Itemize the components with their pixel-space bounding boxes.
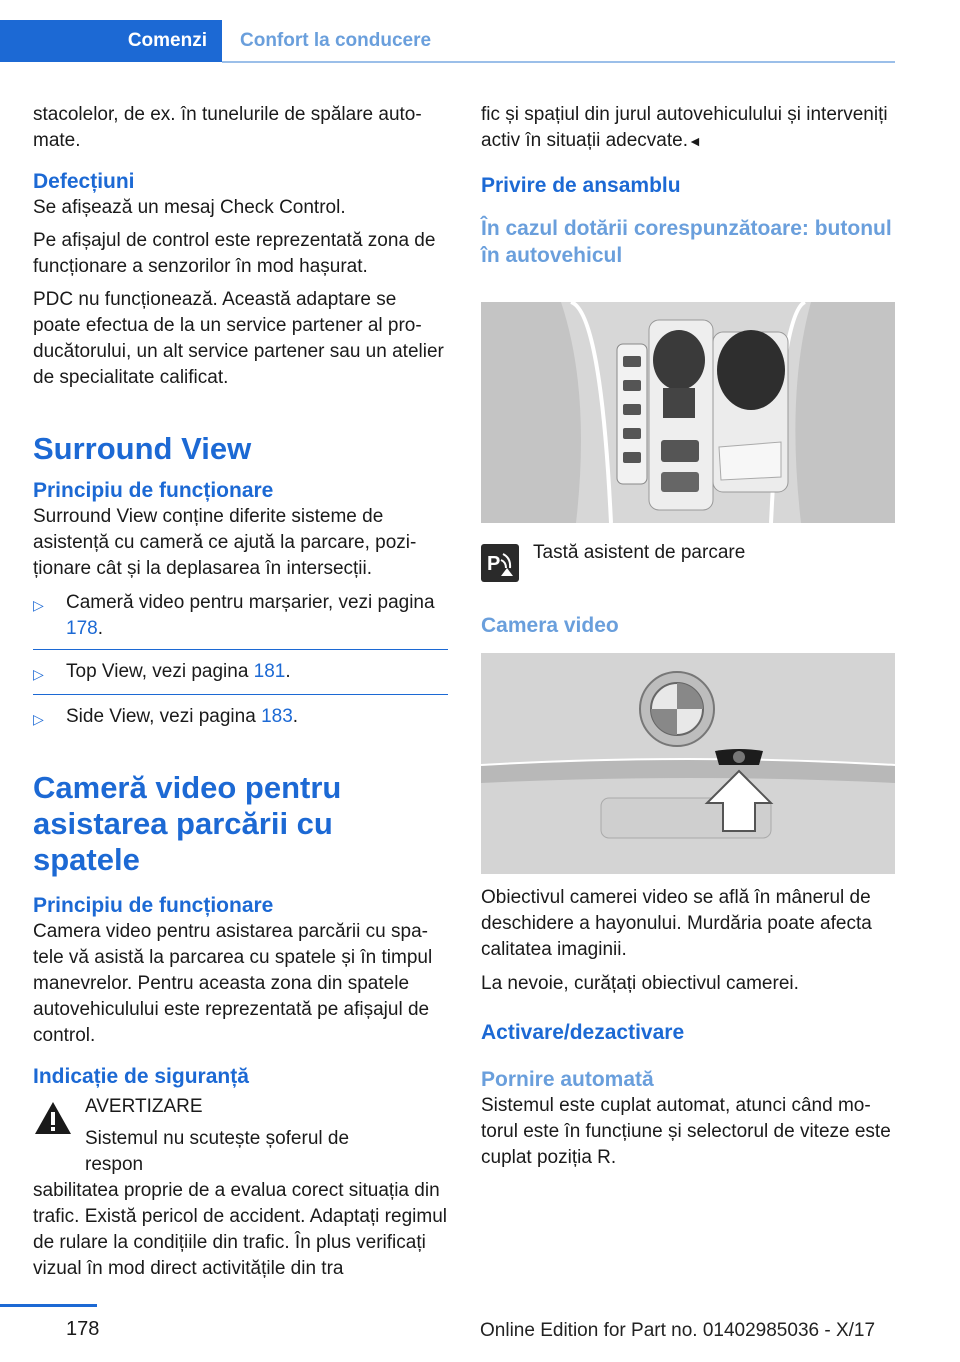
defects-heading: Defecțiuni: [33, 170, 135, 193]
warning-label: AVERTIZARE: [85, 1096, 203, 1117]
header-rule: [222, 61, 895, 63]
continued-sentence: fic și spațiul din jurul autovehiculului și interveniți activ în situații adecvate.: [481, 104, 888, 151]
triangle-bullet-icon: ▷: [33, 711, 44, 727]
page-link-181[interactable]: 181: [253, 661, 286, 682]
overview-heading: Privire de ansamblu: [481, 174, 681, 197]
svg-text:P: P: [487, 553, 501, 575]
triangle-bullet-icon: ▷: [33, 666, 44, 682]
right-column: [481, 102, 895, 269]
bullet-text: Top View, vezi pagina: [66, 661, 254, 682]
footer-rule: [0, 1304, 97, 1307]
defects-p1: Se afișează un mesaj Check Control.: [33, 197, 346, 218]
park-assist-row: [481, 543, 895, 583]
defects-p2: Pe afișajul de control este reprezentată zona de funcționare a senzorilor în mod hașurat.: [33, 230, 436, 277]
tab-comenzi[interactable]: Comenzi: [0, 20, 222, 62]
activation-heading: Activare/dezactivare: [481, 1021, 685, 1044]
end-mark-icon: ◄: [688, 133, 702, 149]
surround-bullet-list: [33, 590, 448, 732]
bullet-text: Cameră video pentru marșarier, vezi pagina: [66, 592, 435, 613]
page-link-178[interactable]: 178: [66, 618, 98, 639]
bullet-end: .: [97, 618, 103, 639]
bullet-text: Side View, vezi pagina: [66, 706, 262, 727]
console-photo: [481, 302, 895, 523]
rear-principle-heading: Principiu de funcționare: [33, 894, 274, 917]
list-separator: [33, 694, 448, 695]
list-separator: [33, 649, 448, 650]
surround-principle-text: Surround View conține diferite sisteme de asistență cu cameră ce ajută la parcare, poziționare cât și la deplasarea în intersecții.: [33, 506, 417, 579]
list-item: [33, 704, 448, 732]
camera-clean-text: La nevoie, curățați obiectivul camerei.: [481, 973, 799, 994]
edition-text: Online Edition for Part no. 01402985036 - X/17: [480, 1320, 876, 1341]
park-assist-label: Tastă asistent de parcare: [533, 542, 746, 563]
camera-photo: [481, 653, 895, 874]
list-item: [33, 590, 448, 642]
auto-start-heading: Pornire automată: [481, 1068, 654, 1091]
defects-p3: PDC nu funcționează. Această adaptare se poate efectua de la un service partener al producătorului, un alt service partener sau un atelier de specialitate calificat.: [33, 289, 444, 388]
triangle-bullet-icon: ▷: [33, 597, 44, 613]
left-column: [33, 102, 448, 1282]
surround-principle-heading: Principiu de funcționare: [33, 479, 274, 502]
camera-heading: Camera video: [481, 614, 619, 637]
intro-text: stacolelor, de ex. în tunelurile de spălare automate.: [33, 104, 422, 151]
page-link-183[interactable]: 183: [261, 706, 293, 727]
bullet-end: .: [285, 661, 291, 682]
auto-start-text: Sistemul este cuplat automat, atunci când motorul este în funcțiune și selectorul de viteze este cuplat poziția R.: [481, 1095, 891, 1168]
list-item: [33, 659, 448, 687]
console-illustration: [481, 302, 895, 523]
camera-section: [481, 885, 895, 1171]
rear-principle-text: Camera video pentru asistarea parcării cu spatele vă asistă la parcarea cu spatele și în timpul manevrelor. Pentru aceasta zona din spatele autovehiculului este reprezentată pe afișajul de control.: [33, 921, 433, 1046]
continued-text: [481, 102, 895, 154]
park-assist-button-icon[interactable]: [481, 544, 519, 582]
surround-view-title: Surround View: [33, 431, 252, 466]
warning-triangle-icon: [33, 1100, 73, 1136]
warning-block: [33, 1094, 448, 1178]
tab-confort-la-conducere[interactable]: Confort la conducere: [240, 30, 432, 51]
warning-text-rest: sabilitatea proprie de a evalua corect situația din trafic. Există pericol de accident. Adaptați regimul de rulare la condițiile din trafic. În plus verificați vizual în mod direct activitățile din tra: [33, 1180, 447, 1279]
camera-illustration: [481, 653, 895, 874]
bullet-end: .: [292, 706, 299, 727]
button-heading: În cazul dotării corespunzătoare: butonul în autovehicul: [481, 217, 892, 267]
rear-camera-title: Cameră video pentru asistarea parcării cu spatele: [33, 770, 342, 877]
safety-heading: Indicație de siguranță: [33, 1065, 249, 1088]
camera-text: Obiectivul camerei video se află în mânerul de deschidere a hayonului. Murdăria poate afecta calitatea imaginii.: [481, 887, 872, 960]
page-number: 178: [66, 1318, 100, 1340]
warning-text-start: Sistemul nu scutește șoferul de respon: [85, 1128, 350, 1175]
